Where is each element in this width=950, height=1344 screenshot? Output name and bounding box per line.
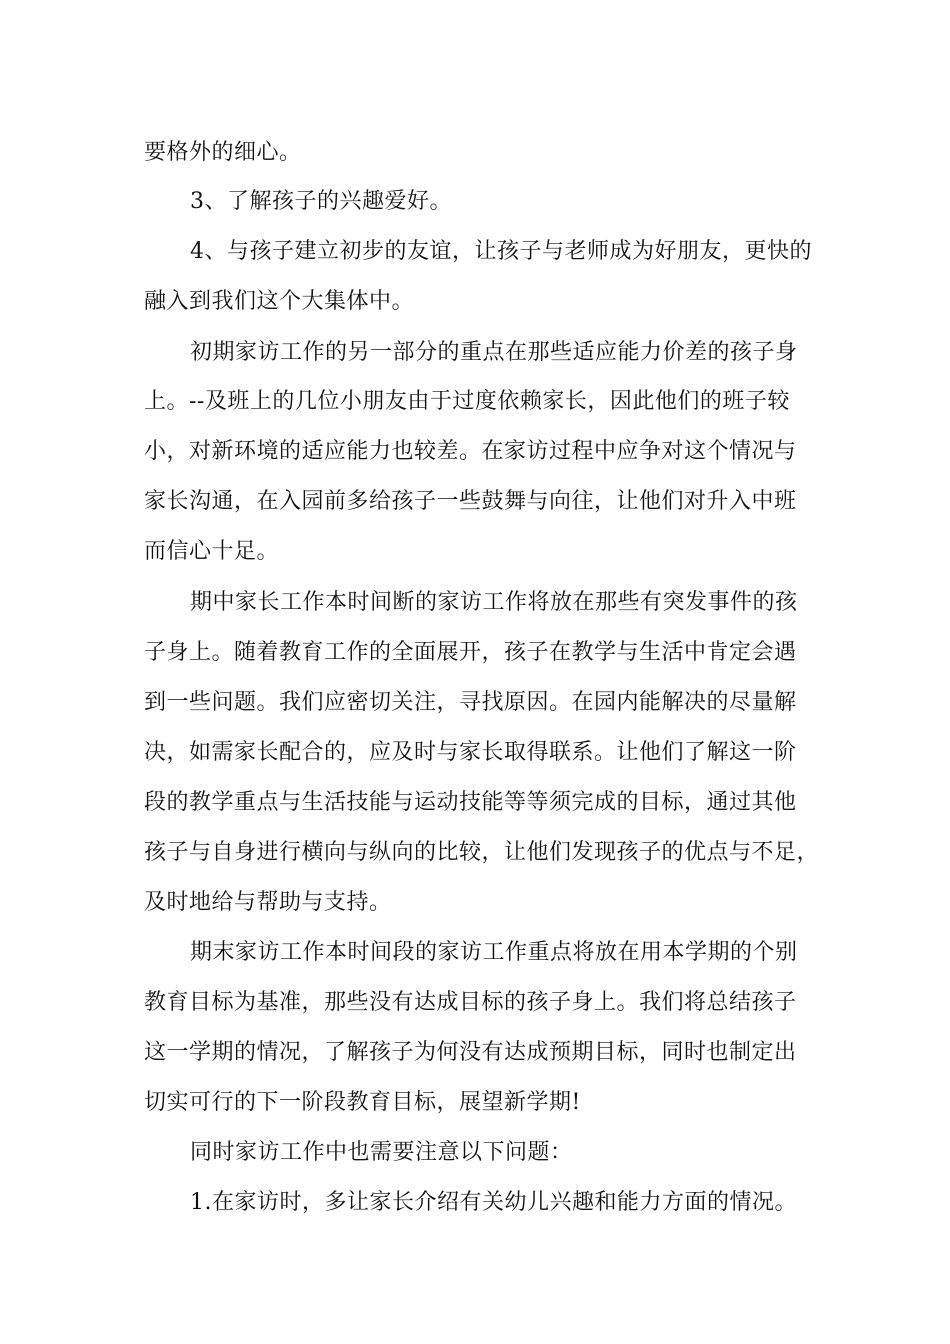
text-line: 子身上。随着教育工作的全面展开，孩子在教学与生活中肯定会遇 xyxy=(144,640,797,665)
text-line: 切实可行的下一阶段教育目标，展望新学期! xyxy=(144,1090,581,1115)
text-line: 小，对新环境的适应能力也较差。在家访过程中应争对这个情况与 xyxy=(144,439,797,464)
text-line: 要格外的细心。 xyxy=(144,140,302,165)
list-item: 1.在家访时，多让家长介绍有关幼儿兴趣和能力方面的情况。 xyxy=(190,1190,797,1215)
text-line: 到一些问题。我们应密切关注，寻找原因。在园内能解决的尽量解 xyxy=(144,690,797,715)
text-line: 及时地给与帮助与支持。 xyxy=(144,890,392,915)
text-line: 决，如需家长配合的，应及时与家长取得联系。让他们了解这一阶 xyxy=(144,740,797,765)
text-line: 孩子与自身进行横向与纵向的比较，让他们发现孩子的优点与不足， xyxy=(144,840,820,865)
text-line: 家长沟通，在入园前多给孩子一些鼓舞与向往，让他们对升入中班 xyxy=(144,489,797,514)
text-line: 教育目标为基准，那些没有达成目标的孩子身上。我们将总结孩子 xyxy=(144,990,797,1015)
paragraph-first-line: 期末家访工作本时间段的家访工作重点将放在用本学期的个别 xyxy=(190,940,798,965)
list-item: 4、与孩子建立初步的友谊，让孩子与老师成为好朋友，更快的 xyxy=(190,239,812,264)
paragraph-first-line: 期中家长工作本时间断的家访工作将放在那些有突发事件的孩 xyxy=(190,590,798,615)
text-line: 上。--及班上的几位小朋友由于过度依赖家长，因此他们的班子较 xyxy=(144,389,790,414)
paragraph-first-line: 同时家访工作中也需要注意以下问题： xyxy=(190,1140,573,1165)
paragraph-first-line: 初期家访工作的另一部分的重点在那些适应能力价差的孩子身 xyxy=(190,340,798,365)
list-item: 3、了解孩子的兴趣爱好。 xyxy=(190,189,452,214)
text-line: 段的教学重点与生活技能与运动技能等等须完成的目标，通过其他 xyxy=(144,790,797,815)
text-line: 而信心十足。 xyxy=(144,539,280,564)
text-line: 这一学期的情况，了解孩子为何没有达成预期目标，同时也制定出 xyxy=(144,1040,797,1065)
text-line: 融入到我们这个大集体中。 xyxy=(144,289,415,314)
